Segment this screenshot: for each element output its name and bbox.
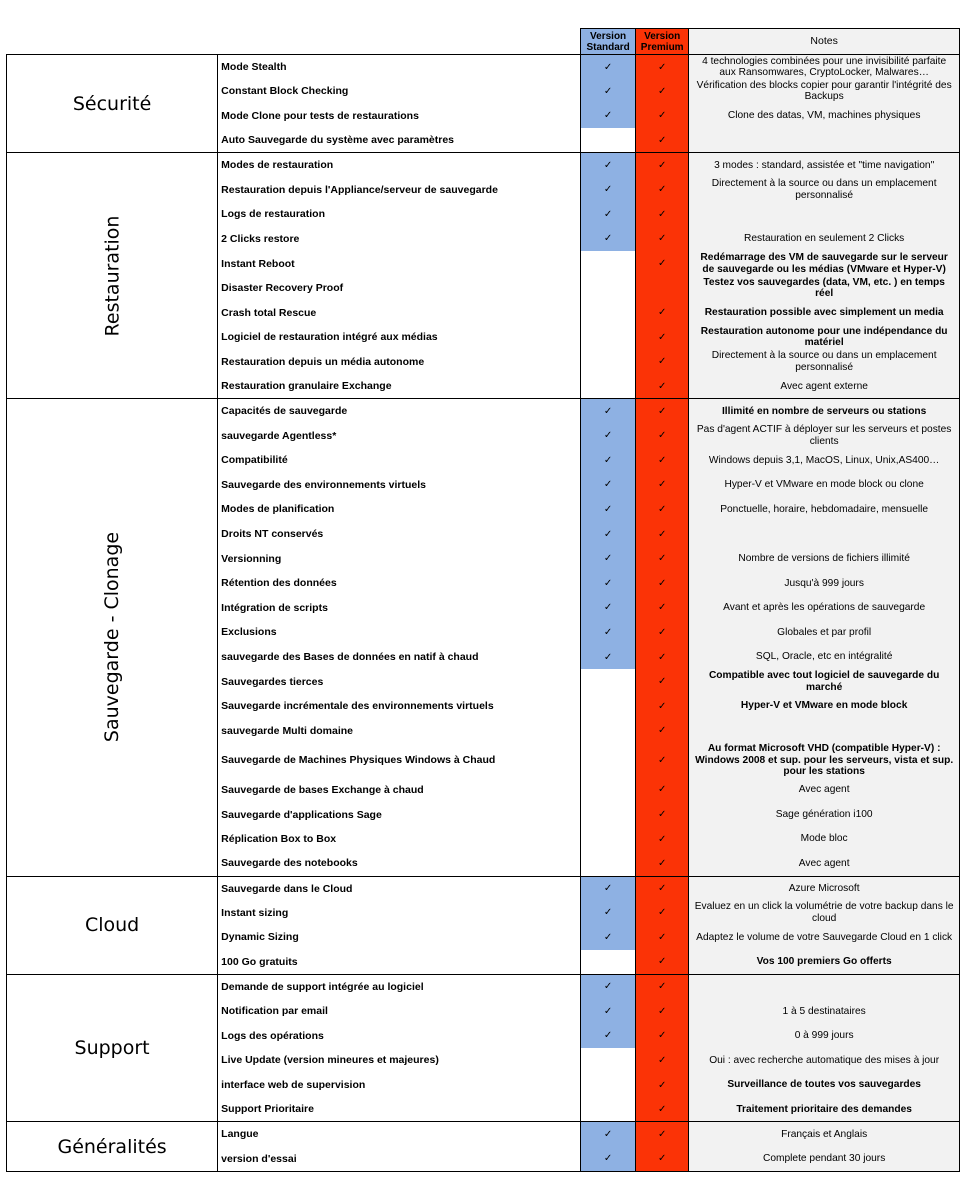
check-icon: ✓ [657,307,667,319]
table-row [7,55,960,80]
feature-label: Sauvegarde de Machines Physiques Windows à Chaud [218,743,581,778]
check-icon: ✓ [657,454,667,466]
standard-check-cell [581,251,636,276]
standard-check-cell [581,1097,636,1122]
category-cell [7,153,218,399]
check-icon: ✓ [657,931,667,943]
check-icon: ✓ [657,857,667,869]
header-premium: Version Premium [636,29,689,55]
premium-check-cell [636,719,689,744]
standard-check-cell [581,827,636,852]
note-cell: Illimité en nombre de serveurs ou stations [689,399,960,424]
standard-check-cell [581,227,636,252]
feature-label: Disaster Recovery Proof [218,276,581,301]
premium-check-cell [636,827,689,852]
premium-check-cell [636,276,689,301]
standard-check-cell [581,374,636,399]
standard-check-cell [581,571,636,596]
feature-label: Logs de restauration [218,202,581,227]
note-cell [689,522,960,547]
note-cell: Jusqu'à 999 jours [689,571,960,596]
table-row [7,876,960,901]
category-label: Généralités [57,1135,167,1158]
premium-check-cell [636,522,689,547]
check-icon: ✓ [603,430,613,442]
note-cell: Nombre de versions de fichiers illimité [689,546,960,571]
note-cell: Hyper-V et VMware en mode block [689,694,960,719]
feature-label: Notification par email [218,999,581,1024]
premium-check-cell [636,571,689,596]
feature-label: Crash total Rescue [218,300,581,325]
note-cell: Globales et par profil [689,620,960,645]
check-icon: ✓ [603,931,613,943]
category-cell [7,399,218,876]
note-cell: Restauration en seulement 2 Clicks [689,227,960,252]
premium-check-cell [636,128,689,153]
check-icon: ✓ [657,1005,667,1017]
standard-check-cell [581,300,636,325]
feature-label: sauvegarde Multi domaine [218,719,581,744]
standard-check-cell [581,778,636,803]
note-cell [689,128,960,153]
header-row [7,29,960,55]
check-icon: ✓ [603,184,613,196]
check-icon: ✓ [603,577,613,589]
check-icon: ✓ [657,356,667,368]
check-icon: ✓ [657,85,667,97]
check-icon: ✓ [657,380,667,392]
note-cell: Au format Microsoft VHD (compatible Hyper-V) : Windows 2008 et sup. pour les serveurs, vista et sup. pour les stations [689,743,960,778]
standard-check-cell [581,1073,636,1098]
check-icon: ✓ [657,577,667,589]
standard-check-cell [581,276,636,301]
check-icon: ✓ [657,1128,667,1140]
note-cell: 3 modes : standard, assistée et "time navigation" [689,153,960,178]
feature-label: 2 Clicks restore [218,227,581,252]
premium-check-cell [636,546,689,571]
feature-label: Exclusions [218,620,581,645]
premium-check-cell [636,999,689,1024]
check-icon: ✓ [603,981,613,993]
feature-label: Mode Clone pour tests de restaurations [218,104,581,129]
note-cell: SQL, Oracle, etc en intégralité [689,645,960,670]
check-icon: ✓ [657,700,667,712]
check-icon: ✓ [657,479,667,491]
feature-label: Réplication Box to Box [218,827,581,852]
check-icon: ✓ [603,159,613,171]
premium-check-cell [636,227,689,252]
standard-check-cell [581,473,636,498]
feature-label: Rétention des données [218,571,581,596]
feature-label: Constant Block Checking [218,79,581,104]
note-cell: Directement à la source ou dans un emplacement personnalisé [689,177,960,202]
category-cell [7,974,218,1122]
check-icon: ✓ [657,1153,667,1165]
feature-label: Sauvegarde des environnements virtuels [218,473,581,498]
category-label: Sauvegarde - Clonage [101,532,124,743]
feature-label: sauvegarde Agentless* [218,423,581,448]
feature-label: Support Prioritaire [218,1097,581,1122]
premium-check-cell [636,974,689,999]
note-cell: Ponctuelle, horaire, hebdomadaire, mensuelle [689,497,960,522]
feature-label: Live Update (version mineures et majeures) [218,1048,581,1073]
check-icon: ✓ [657,503,667,515]
standard-check-cell [581,55,636,80]
check-icon: ✓ [603,528,613,540]
category-cell [7,876,218,974]
table-row [7,153,960,178]
header-blank [7,29,581,55]
premium-check-cell [636,669,689,694]
standard-check-cell [581,325,636,350]
standard-check-cell [581,202,636,227]
premium-check-cell [636,876,689,901]
note-cell: Complete pendant 30 jours [689,1147,960,1172]
feature-label: Compatibilité [218,448,581,473]
premium-check-cell [636,1147,689,1172]
note-cell: Avant et après les opérations de sauvegarde [689,596,960,621]
standard-check-cell [581,1024,636,1049]
note-cell: Windows depuis 3,1, MacOS, Linux, Unix,AS400… [689,448,960,473]
check-icon: ✓ [657,208,667,220]
feature-comparison-table [6,28,960,1172]
standard-check-cell [581,596,636,621]
check-icon: ✓ [603,626,613,638]
note-cell: Vérification des blocks copier pour garantir l'intégrité des Backups [689,79,960,104]
feature-label: sauvegarde des Bases de données en natif à chaud [218,645,581,670]
check-icon: ✓ [603,503,613,515]
note-cell: 4 technologies combinées pour une invisibilité parfaite aux Ransomwares, CryptoLocker, Malwares… [689,55,960,80]
standard-check-cell [581,974,636,999]
feature-label: Sauvegarde incrémentale des environnements virtuels [218,694,581,719]
note-cell: Avec agent [689,778,960,803]
check-icon: ✓ [657,809,667,821]
check-icon: ✓ [603,651,613,663]
check-icon: ✓ [657,626,667,638]
check-icon: ✓ [603,208,613,220]
premium-check-cell [636,325,689,350]
check-icon: ✓ [657,725,667,737]
premium-check-cell [636,1073,689,1098]
check-icon: ✓ [657,1103,667,1115]
standard-check-cell [581,999,636,1024]
standard-check-cell [581,876,636,901]
premium-check-cell [636,851,689,876]
note-cell: Français et Anglais [689,1122,960,1147]
check-icon: ✓ [603,61,613,73]
standard-check-cell [581,719,636,744]
feature-label: Dynamic Sizing [218,925,581,950]
category-cell [7,55,218,153]
feature-label: Capacités de sauvegarde [218,399,581,424]
header-standard: Version Standard [581,29,636,55]
feature-label: interface web de supervision [218,1073,581,1098]
note-cell: Sage génération i100 [689,802,960,827]
check-icon: ✓ [603,907,613,919]
feature-label: Sauvegardes tierces [218,669,581,694]
standard-check-cell [581,79,636,104]
note-cell: Directement à la source ou dans un emplacement personnalisé [689,350,960,375]
standard-check-cell [581,802,636,827]
check-icon: ✓ [603,479,613,491]
check-icon: ✓ [657,528,667,540]
feature-label: Restauration depuis un média autonome [218,350,581,375]
check-icon: ✓ [657,784,667,796]
check-icon: ✓ [657,833,667,845]
note-cell: Pas d'agent ACTIF à déployer sur les serveurs et postes clients [689,423,960,448]
check-icon: ✓ [657,907,667,919]
feature-label: Restauration granulaire Exchange [218,374,581,399]
standard-check-cell [581,925,636,950]
premium-check-cell [636,497,689,522]
standard-check-cell [581,350,636,375]
category-label: Sécurité [72,92,152,115]
feature-label: Sauvegarde de bases Exchange à chaud [218,778,581,803]
standard-check-cell [581,851,636,876]
premium-check-cell [636,79,689,104]
table-row [7,974,960,999]
premium-check-cell [636,55,689,80]
premium-check-cell [636,778,689,803]
feature-label: Mode Stealth [218,55,581,80]
check-icon: ✓ [657,754,667,766]
check-icon: ✓ [657,883,667,895]
standard-check-cell [581,1122,636,1147]
standard-check-cell [581,423,636,448]
feature-label: Droits NT conservés [218,522,581,547]
premium-check-cell [636,901,689,926]
check-icon: ✓ [657,331,667,343]
note-cell [689,202,960,227]
note-cell: Surveillance de toutes vos sauvegardes [689,1073,960,1098]
premium-check-cell [636,950,689,975]
note-cell: 0 à 999 jours [689,1024,960,1049]
check-icon: ✓ [657,110,667,122]
feature-label: Modes de restauration [218,153,581,178]
standard-check-cell [581,669,636,694]
check-icon: ✓ [657,1054,667,1066]
check-icon: ✓ [603,405,613,417]
check-icon: ✓ [603,553,613,565]
check-icon: ✓ [657,553,667,565]
feature-label: version d'essai [218,1147,581,1172]
note-cell: Hyper-V et VMware en mode block ou clone [689,473,960,498]
check-icon: ✓ [603,233,613,245]
note-cell [689,974,960,999]
standard-check-cell [581,694,636,719]
feature-label: Instant sizing [218,901,581,926]
note-cell: Testez vos sauvegardes (data, VM, etc. ) en temps réel [689,276,960,301]
standard-check-cell [581,546,636,571]
premium-check-cell [636,473,689,498]
premium-check-cell [636,802,689,827]
standard-check-cell [581,620,636,645]
standard-check-cell [581,177,636,202]
note-cell: Evaluez en un click la volumétrie de votre backup dans le cloud [689,901,960,926]
note-cell: Compatible avec tout logiciel de sauvegarde du marché [689,669,960,694]
standard-check-cell [581,743,636,778]
feature-label: Logs des opérations [218,1024,581,1049]
check-icon: ✓ [657,1079,667,1091]
note-cell: Avec agent externe [689,374,960,399]
premium-check-cell [636,1122,689,1147]
note-cell: Mode bloc [689,827,960,852]
standard-check-cell [581,950,636,975]
standard-check-cell [581,522,636,547]
note-cell: Traitement prioritaire des demandes [689,1097,960,1122]
category-label: Restauration [101,215,124,337]
note-cell: Restauration possible avec simplement un media [689,300,960,325]
feature-label: Sauvegarde d'applications Sage [218,802,581,827]
standard-check-cell [581,1147,636,1172]
standard-check-cell [581,448,636,473]
check-icon: ✓ [603,1005,613,1017]
check-icon: ✓ [603,110,613,122]
check-icon: ✓ [603,602,613,614]
standard-check-cell [581,901,636,926]
feature-label: Instant Reboot [218,251,581,276]
premium-check-cell [636,423,689,448]
premium-check-cell [636,374,689,399]
note-cell: Avec agent [689,851,960,876]
check-icon: ✓ [657,159,667,171]
header-notes: Notes [689,29,960,55]
premium-check-cell [636,153,689,178]
check-icon: ✓ [657,956,667,968]
check-icon: ✓ [603,454,613,466]
check-icon: ✓ [657,184,667,196]
table-body [7,55,960,1172]
note-cell: Restauration autonome pour une indépendance du matériel [689,325,960,350]
check-icon: ✓ [657,651,667,663]
note-cell: Vos 100 premiers Go offerts [689,950,960,975]
check-icon: ✓ [657,233,667,245]
check-icon: ✓ [657,258,667,270]
check-icon: ✓ [657,676,667,688]
premium-check-cell [636,596,689,621]
feature-label: Sauvegarde dans le Cloud [218,876,581,901]
note-cell: Oui : avec recherche automatique des mises à jour [689,1048,960,1073]
standard-check-cell [581,104,636,129]
check-icon: ✓ [657,405,667,417]
feature-label: Langue [218,1122,581,1147]
feature-label: Intégration de scripts [218,596,581,621]
standard-check-cell [581,1048,636,1073]
check-icon: ✓ [657,602,667,614]
premium-check-cell [636,202,689,227]
feature-label: Auto Sauvegarde du système avec paramètres [218,128,581,153]
feature-label: Modes de planification [218,497,581,522]
premium-check-cell [636,300,689,325]
standard-check-cell [581,399,636,424]
premium-check-cell [636,104,689,129]
premium-check-cell [636,448,689,473]
note-cell: Clone des datas, VM, machines physiques [689,104,960,129]
note-cell: Azure Microsoft [689,876,960,901]
premium-check-cell [636,925,689,950]
standard-check-cell [581,497,636,522]
feature-label: Versionning [218,546,581,571]
check-icon: ✓ [603,1128,613,1140]
check-icon: ✓ [603,85,613,97]
premium-check-cell [636,620,689,645]
check-icon: ✓ [603,883,613,895]
premium-check-cell [636,350,689,375]
feature-label: Demande de support intégrée au logiciel [218,974,581,999]
check-icon: ✓ [603,1030,613,1042]
category-label: Cloud [84,914,140,937]
premium-check-cell [636,743,689,778]
feature-label: Sauvegarde des notebooks [218,851,581,876]
check-icon: ✓ [603,1153,613,1165]
category-label: Support [74,1037,150,1060]
check-icon: ✓ [657,61,667,73]
note-cell: 1 à 5 destinataires [689,999,960,1024]
standard-check-cell [581,645,636,670]
table-row [7,1122,960,1147]
premium-check-cell [636,399,689,424]
standard-check-cell [581,128,636,153]
table-row [7,399,960,424]
feature-label: Logiciel de restauration intégré aux médias [218,325,581,350]
note-cell: Redémarrage des VM de sauvegarde sur le serveur de sauvegarde ou les médias (VMware et Hyper-V) [689,251,960,276]
check-icon: ✓ [657,1030,667,1042]
premium-check-cell [636,1024,689,1049]
note-cell [689,719,960,744]
premium-check-cell [636,1048,689,1073]
premium-check-cell [636,251,689,276]
check-icon: ✓ [657,981,667,993]
note-cell: Adaptez le volume de votre Sauvegarde Cloud en 1 click [689,925,960,950]
category-cell [7,1122,218,1171]
check-icon: ✓ [657,134,667,146]
standard-check-cell [581,153,636,178]
premium-check-cell [636,177,689,202]
check-icon: ✓ [657,430,667,442]
feature-label: 100 Go gratuits [218,950,581,975]
premium-check-cell [636,1097,689,1122]
feature-label: Restauration depuis l'Appliance/serveur de sauvegarde [218,177,581,202]
premium-check-cell [636,645,689,670]
premium-check-cell [636,694,689,719]
